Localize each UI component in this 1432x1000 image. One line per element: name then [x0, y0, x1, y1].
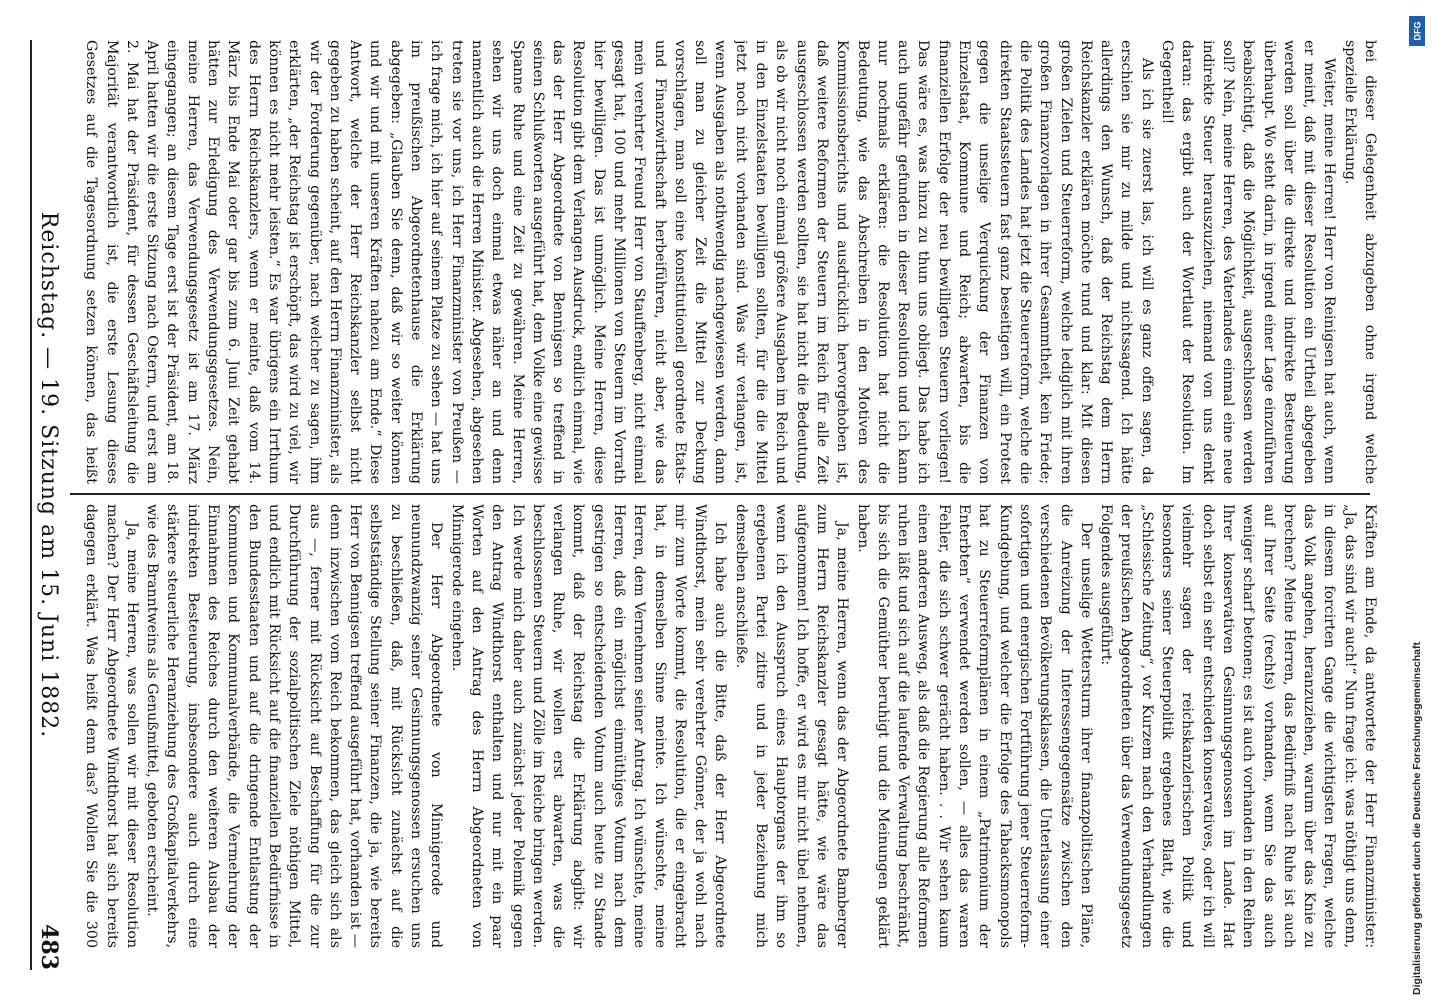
dfg-notice: Digitalisierung gefördert durch die Deutsche Forschungsgemeinschaft [1411, 642, 1423, 995]
paragraph: Kräften am Ende, da antwortete der Herr Finanzminister: „Ja, das sind wir auch!“ Nun frage ich: was nöthigt uns denn, in diesem forcirten Gange die wichtigsten Fragen, welche das Volk angehen, heranzuziehen, warum über das Knie zu brechen? Meine Herren, das Bedürfniß nach Ruhe ist auch auf Ihrer Seite (rechts) vorhanden, wenn Sie das auch weniger scharf betonen; es ist auch vorhanden in den Reihen Ihrer konservativen Gesinnungsgenossen im Lande. Hat doch selbst ein sehr entschieden konservatives, oder ich will vielmehr sagen der reichskanzlerischen Politik und besonders seiner Steuerpolitik ergebenes Blatt, wie die „Schlesische Zeitung“, vor Kurzem nach den Verhandlungen der preußischen Abgeordneten über das Verwendungsgesetz Folgendes ausgeführt: [1098, 504, 1378, 948]
paragraph: Der Herr Abgeordnete von Minnigerode und neunundzwanzig seiner Gesinnungsgenossen ersuchen uns zu beschließen, daß, mit Rücksicht zunächst auf die selbstständige Stellung seiner Finanzen, die ja, wie bereits Herr von Bennigsen treffend ausgeführt hat, vorhanden ist — denn inzwischen vom Reich bekommen, das gleich sich als aus —, ferner mit Rücksicht auf Beschaffung für die zur Durchführung der sozialpolitischen Ziele nöthigen Mittel, und endlich mit Rücksicht auf die finanziellen Bedürfnisse in den Bundesstaaten und auf die dringende Entlastung der Kommunen und Kommunalverbände, die Vermehrung der Einnahmen des Reiches durch den weiteren Ausbau der indirekten Besteuerung, insbesondere auch durch eine stärkere steuerliche Heranziehung des Großkapitalverkehrs, wie des Branntweins als Genußmittel, geboten erscheint. [144, 504, 445, 948]
dfg-badge-label: DFG [1412, 21, 1422, 41]
paragraph: Ja, meine Herren, wenn das der Abgeordnete Bamberger zum Herrn Reichskanzler gesagt hätte, wie wäre das aufgenommen! Ich hoffe, er wird es mir nicht übel nehmen, wenn ich den Ausspruch eines Hauptorgans der ihm so ergebenen Partei zitire und in jeder Beziehung mich demselben anschließe. [732, 504, 851, 948]
paragraph: Ja, meine Herren, was sollen wir mit dieser Resolution machen? Der Herr Abgeordnete Windthorst hat sich bereits dagegen erklärt. Was heißt denn das? Wollen Sie die 300 [83, 504, 140, 948]
paragraph: Ich habe auch die Bitte, daß der Herr Abgeordnete Windthorst, mein sehr verehrter Gönner, der ja wohl nach mir zum Worte kommt, die Resolution, die er eingebracht hat, in demselben Sinne meinte. Ich wünschte, meine Herren, dem Vernehmen seiner Antrag. Ich wünschte, meine Herren, daß ein möglichst einmüthiges Votum nach dem gestrigen so entscheidenden Votum auch heute zu Stande kommt, daß der Reichstag die Erklärung abgibt: wir verlangen Ruhe, wir wollen erst abwarten, was die beschlossenen Steuern und Zölle im Reiche bringen werden. Ich werde mich daher auch zunächst jeder Polemik gegen den Antrag Windthorst enthalten und nur mit ein paar Worten auf den Antrag des Herrn Abgeordneten von Minnigerode eingehen. [448, 504, 729, 948]
paragraph: Der unselige Wettersturm ihrer finanzpolitischen Pläne, die Anreizung der Interessengegensätze zwischen den verschiedenen Bevölkerungsklassen, die Unterlassung einer sofortigen und energischen Fortführung jener Steuerreform-Kundgebung, und welcher die Erfolge des Tabacksmonopols hat zu Steuerreformplänen in einem „Patrimonium der Enterbten“ verwendet werden sollen, — alles das waren Fehler, die sich schwer gerächt haben. . . Wir sehen kaum einen anderen Ausweg, als daß die Regierung alle Reformen ruhen läßt und sich auf die laufende Verwaltung beschränkt, bis sich die Gemüther beruhigt und die Meinungen geklärt haben. [854, 504, 1094, 948]
text-column-left [80, 40, 1380, 484]
dfg-logo-icon [1409, 16, 1425, 46]
text-column-right [80, 504, 1380, 948]
paragraph: Weiter, meine Herren! Herr von Reinigsen hat auch, wenn er meint, daß mit dieser Resolution ein Urtheil abgegeben werden soll über die direkte und indirekte Besteuerung überhaupt. Wo steht darin, in irgend einer Lage einzuführen beabsichtigt, daß die Möglichkeit, ausgeschlossen werden soll? Nein, meine Herren, des Vaterlandes einmal eine neue indirekte Steuer herauszuziehen, niemand von uns denkt daran: das ergibt auch der Wortlaut der Resolution. Im Gegentheil! [1159, 40, 1338, 484]
page-title: Reichstag. — 19. Sitzung am 15. Juni 1882. [36, 211, 62, 739]
paragraph: bei dieser Gelegenheit abzugeben ohne irgend welche spezielle Erklärung. [1341, 40, 1378, 484]
paragraph: Als ich sie zuerst las, ich will es ganz offen sagen, da erschien sie mir zu milde und nichtssagend. Ich hätte allerdings den Wunsch, daß der Reichstag dem Herrn Reichskanzler erklären möchte rund und klar: Mit diesen großen Zielen und Steuerreform, welche lediglich mit ihren großen Finanzvorlagen in ihrer Gesammtheit, kein Friede; die Politik des Landes hat jetzt die Steuerreform, welche die direkten Staatssteuern fast ganz beseitigen will, ein Protest gegen die unselige Verquickung der Finanzen von Einzelstaat, Kommune und Reich; abwarten, bis die finanziellen Erfolge der neu bewilligten Steuern vorliegen! Das wäre es, was hinzu zu thun uns obliegt. Das habe ich auch ungefähr gefunden in dieser Resolution und ich kann nur nochmals erklären: die Resolution hat nicht die Bedeutung, wie das Abschreiben in den Motiven des Kommissionsberichts und ausdrücklich hervorgehoben ist, daß weitere Reformen der Steuern im Reich für alle Zeit ausgeschlossen werden sollten, sie hat nicht die Bedeutung, als ob wir nicht noch einmal größere Ausgaben im Reich und in den Einzelstaaten bewilligen sollten, für die die Mittel jetzt noch nicht vorhanden sind. Was wir verlangen, ist, wenn Ausgaben als nothwendig nachgewiesen werden, dann soll man zu gleicher Zeit die Mittel zur Deckung vorschlagen, man soll eine konstitutionell geordnete Etats- und Finanzwirthschaft herbeiführen, nicht aber, wie das mein verehrter Freund Herr von Stauffenberg, nicht einmal gesagt hat, 100 und mehr Millionen von Steuern im Vorrath hier bewilligen. Das ist unmöglich. Meine Herren, diese Resolution gibt dem Verlangen Ausdruck, endlich einmal, wie das der Herr Abgeordnete von Bennigsen so treffend in seinen Schlußworten ausgeführt hat, dem Volke eine gewisse Spanne Ruhe und eine Zeit zu gewähren. Meine Herren, sehen wir uns doch einmal etwas näher an und denn namentlich auch die Herren Minister. Abgesehen, abgesehen treten sie vor uns, ich Herr Finanzminister von Preußen — ich frage mich, ich hier auf seinem Platze zu sehen — hat uns im preußischen Abgeordnetenhause die Erklärung abgegeben: „Glauben Sie denn, daß wir so weiter können und wir und mit unseren Kräften nahezu am Ende.“ Diese Antwort, welche der Herr Reichskanzler selbst nicht gegeben zu haben scheint, auf den Herrn Finanzminister, als wir der Forderung gegenüber, nach welcher zu sagen, ihm erklärten, „der Reichstag ist erschöpft, das wird zu viel, wir können es nicht mehr leisten.“ Es war übrigens ein Irrthum des Herrn Reichskanzlers, wenn er meinte, daß vom 14. März bis Ende Mai oder gar bis zum 6. Juni Zeit gehabt hätten zur Erledigung des Verwendungsgesetzes. Nein, meine Herren, das Verwendungsgesetz ist am 17. März eingegangen; an diesem Tage erst ist der Präsident, am 18. April hatten wir die erste Sitzung nach Ostern, und erst am 2. Mai hat der Präsident, für dessen Geschäftsleitung die Majorität verantwortlich ist, die erste Lesung dieses Gesetzes auf die Tagesordnung setzen können, das heißt [83, 40, 1155, 484]
page-header [30, 40, 66, 970]
page-number: 483 [36, 924, 62, 970]
column-divider [70, 493, 1370, 495]
